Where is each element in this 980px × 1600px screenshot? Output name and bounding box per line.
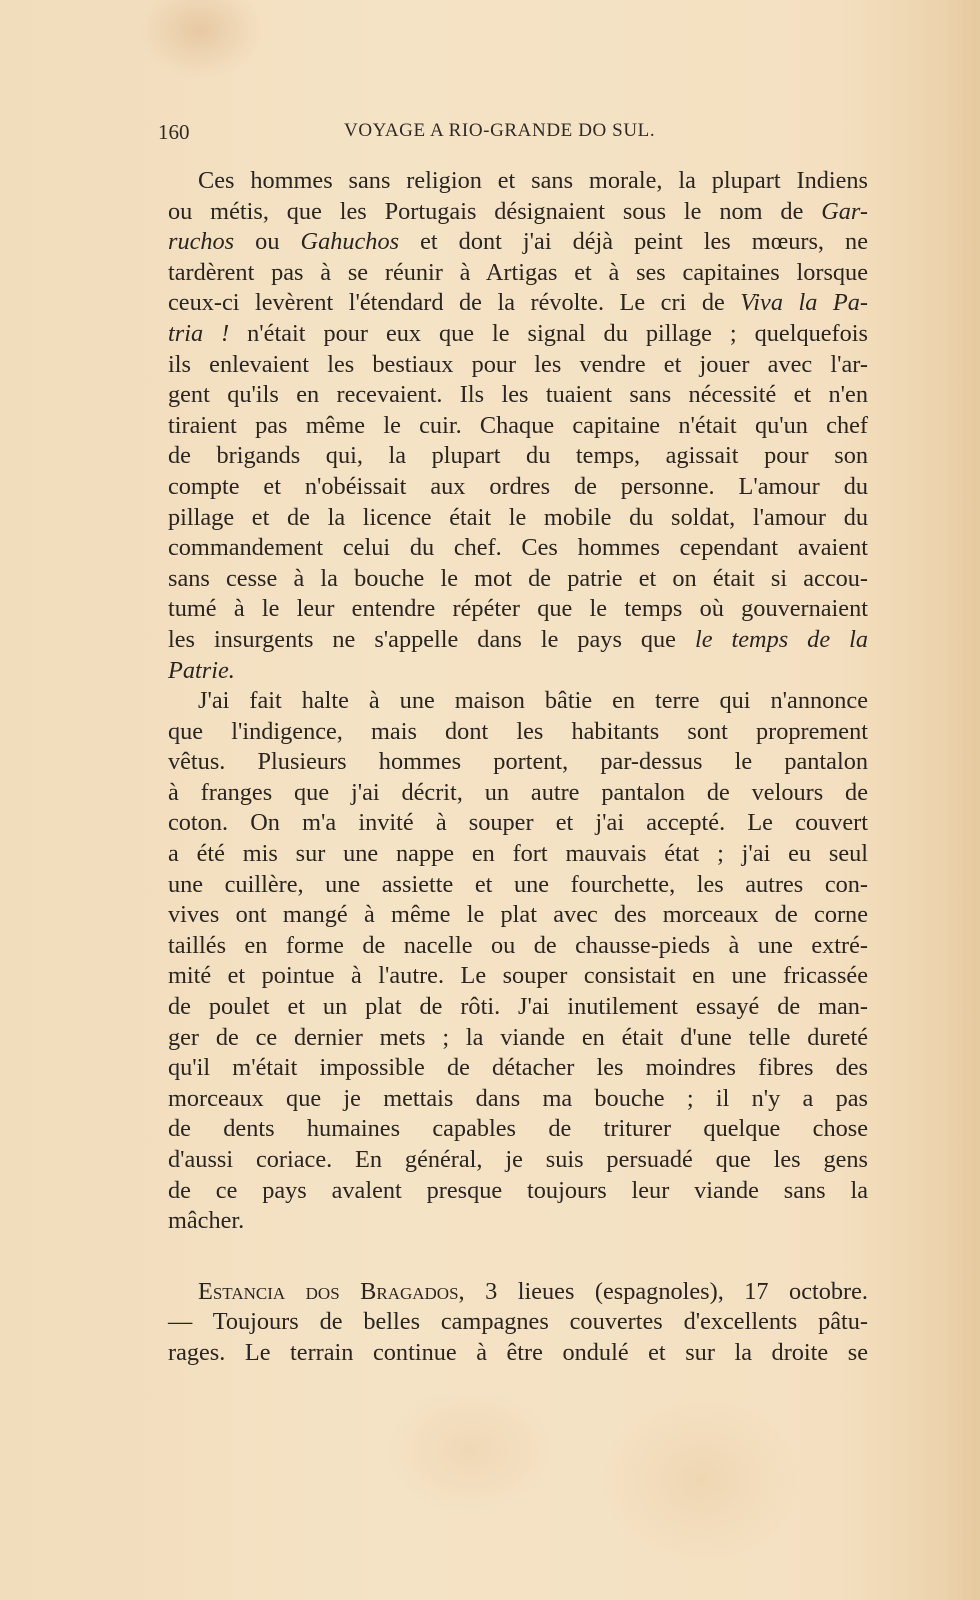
text-segment: morceaux que je mettais dans ma bouche ; il n'y a pas (168, 1084, 868, 1112)
text-line (168, 778, 868, 809)
text-segment: et dont j'ai déjà peint les mœurs, ne (399, 228, 868, 256)
paragraph-gauchos (168, 166, 868, 686)
paragraph-estancia (168, 1277, 868, 1369)
smallcaps-text: Estancia dos Bragados (198, 1277, 459, 1305)
text-segment: ger de ce dernier mets ; la viande en était d'une telle dureté (168, 1023, 868, 1051)
text-segment: , 3 lieues (espagnoles), 17 octobre. (458, 1277, 868, 1305)
text-segment: que l'indigence, mais dont les habitants sont proprement (168, 717, 868, 745)
text-line (168, 961, 868, 992)
italic-text: Gar- (821, 197, 868, 225)
italic-text: Gahuchos (300, 228, 400, 256)
text-line (168, 258, 868, 289)
italic-text: le temps de la (694, 625, 868, 653)
italic-text: Patrie. (168, 656, 235, 684)
text-segment: a été mis sur une nappe en fort mauvais état ; j'ai eu seul (168, 840, 868, 868)
text-segment: ou (234, 228, 301, 256)
text-line (168, 503, 868, 534)
text-segment: coton. On m'a invité à souper et j'ai accepté. Le couvert (168, 809, 868, 837)
text-line (168, 870, 868, 901)
text-line (168, 1277, 868, 1308)
text-segment: d'aussi coriace. En général, je suis persuadé que les gens (168, 1146, 868, 1173)
text-segment: de ce pays avalent presque toujours leur viande sans la (168, 1176, 868, 1204)
text-segment: qu'il m'était impossible de détacher les moindres fibres des (168, 1054, 868, 1082)
text-segment: ou métis, que les Portugais désignaient sous le nom de (168, 197, 822, 225)
text-segment: à franges que j'ai décrit, un autre pantalon de velours de (168, 778, 868, 806)
text-line (168, 564, 868, 595)
italic-text: tria ! (168, 319, 230, 347)
text-line (168, 808, 868, 839)
text-line (168, 1114, 868, 1145)
text-segment: ils enlevaient les bestiaux pour les vendre et jouer avec l'ar- (168, 350, 868, 378)
text-line (168, 411, 868, 442)
text-line (168, 594, 868, 625)
text-segment: vives ont mangé à même le plat avec des morceaux de corne (168, 901, 868, 929)
text-line (168, 1338, 868, 1369)
text-line (168, 717, 868, 748)
text-segment: sans cesse à la bouche le mot de patrie et on était si accou- (168, 564, 868, 592)
italic-text: ruchos (168, 228, 235, 256)
text-segment: tardèrent pas à se réunir à Artigas et à ses capitaines lorsque (168, 258, 868, 286)
paragraph-halte (168, 686, 868, 1237)
text-line (168, 1084, 868, 1115)
text-line (168, 1176, 868, 1207)
text-segment: J'ai fait halte à une maison bâtie en terre qui n'annonce (198, 687, 868, 715)
running-title: VOYAGE A RIO-GRANDE DO SUL. (344, 120, 656, 141)
text-segment: de brigands qui, la plupart du temps, agissait pour son (168, 442, 868, 470)
text-segment: tumé à le leur entendre répéter que le temps où gouvernaient (168, 595, 868, 623)
text-segment: de poulet et un plat de rôti. J'ai inutilement essayé de man- (168, 993, 868, 1021)
text-line (168, 839, 868, 870)
text-line (168, 472, 868, 503)
section-gap (168, 1237, 868, 1277)
text-segment: pillage et de la licence était le mobile du soldat, l'amour du (168, 503, 868, 531)
text-segment: — Toujours de belles campagnes couvertes d'excellents pâtu- (168, 1308, 868, 1336)
text-segment: taillés en forme de nacelle ou de chausse-pieds à une extré- (168, 931, 868, 959)
text-segment: Ces hommes sans religion et sans morale, la plupart Indiens (198, 167, 868, 194)
text-segment: de dents humaines capables de triturer quelque chose (168, 1115, 868, 1143)
text-line (168, 686, 868, 717)
text-line (168, 992, 868, 1023)
text-line (168, 900, 868, 931)
text-line (168, 441, 868, 472)
text-segment: les insurgents ne s'appelle dans le pays que (168, 625, 695, 653)
text-segment: commandement celui du chef. Ces hommes cependant avaient (168, 534, 868, 562)
text-segment: ceux-ci levèrent l'étendard de la révolte. Le cri de (168, 289, 741, 317)
text-line (168, 747, 868, 778)
text-line (168, 1307, 868, 1338)
text-segment: mâcher. (168, 1207, 245, 1235)
page-number: 160 (158, 120, 190, 144)
text-segment: compte et n'obéissait aux ordres de personne. L'amour du (168, 472, 868, 500)
text-line (168, 380, 868, 411)
text-line (168, 931, 868, 962)
text-line (168, 197, 868, 228)
text-line (168, 1053, 868, 1084)
text-line (168, 319, 868, 350)
text-line (168, 288, 868, 319)
text-line (168, 625, 868, 656)
text-line (168, 533, 868, 564)
text-line (168, 227, 868, 258)
text-segment: tiraient pas même le cuir. Chaque capitaine n'était qu'un chef (168, 411, 868, 439)
text-segment: n'était pour eux que le signal du pillage ; quelquefois (229, 319, 868, 347)
text-segment: vêtus. Plusieurs hommes portent, par-dessus le pantalon (168, 748, 868, 776)
text-segment: une cuillère, une assiette et une fourchette, les autres con- (168, 870, 868, 898)
text-line (168, 1145, 868, 1176)
body-text (168, 166, 868, 1369)
page-header (158, 120, 880, 150)
text-segment: rages. Le terrain continue à être ondulé et sur la droite se (168, 1338, 868, 1366)
text-line (168, 656, 868, 687)
text-segment: gent qu'ils en recevaient. Ils les tuaient sans nécessité et n'en (168, 381, 868, 409)
text-line (168, 350, 868, 381)
text-segment: mité et pointue à l'autre. Le souper consistait en une fricassée (168, 962, 868, 990)
text-line (168, 1206, 868, 1237)
italic-text: Viva la Pa- (740, 289, 868, 317)
text-line (168, 166, 868, 197)
text-line (168, 1023, 868, 1054)
